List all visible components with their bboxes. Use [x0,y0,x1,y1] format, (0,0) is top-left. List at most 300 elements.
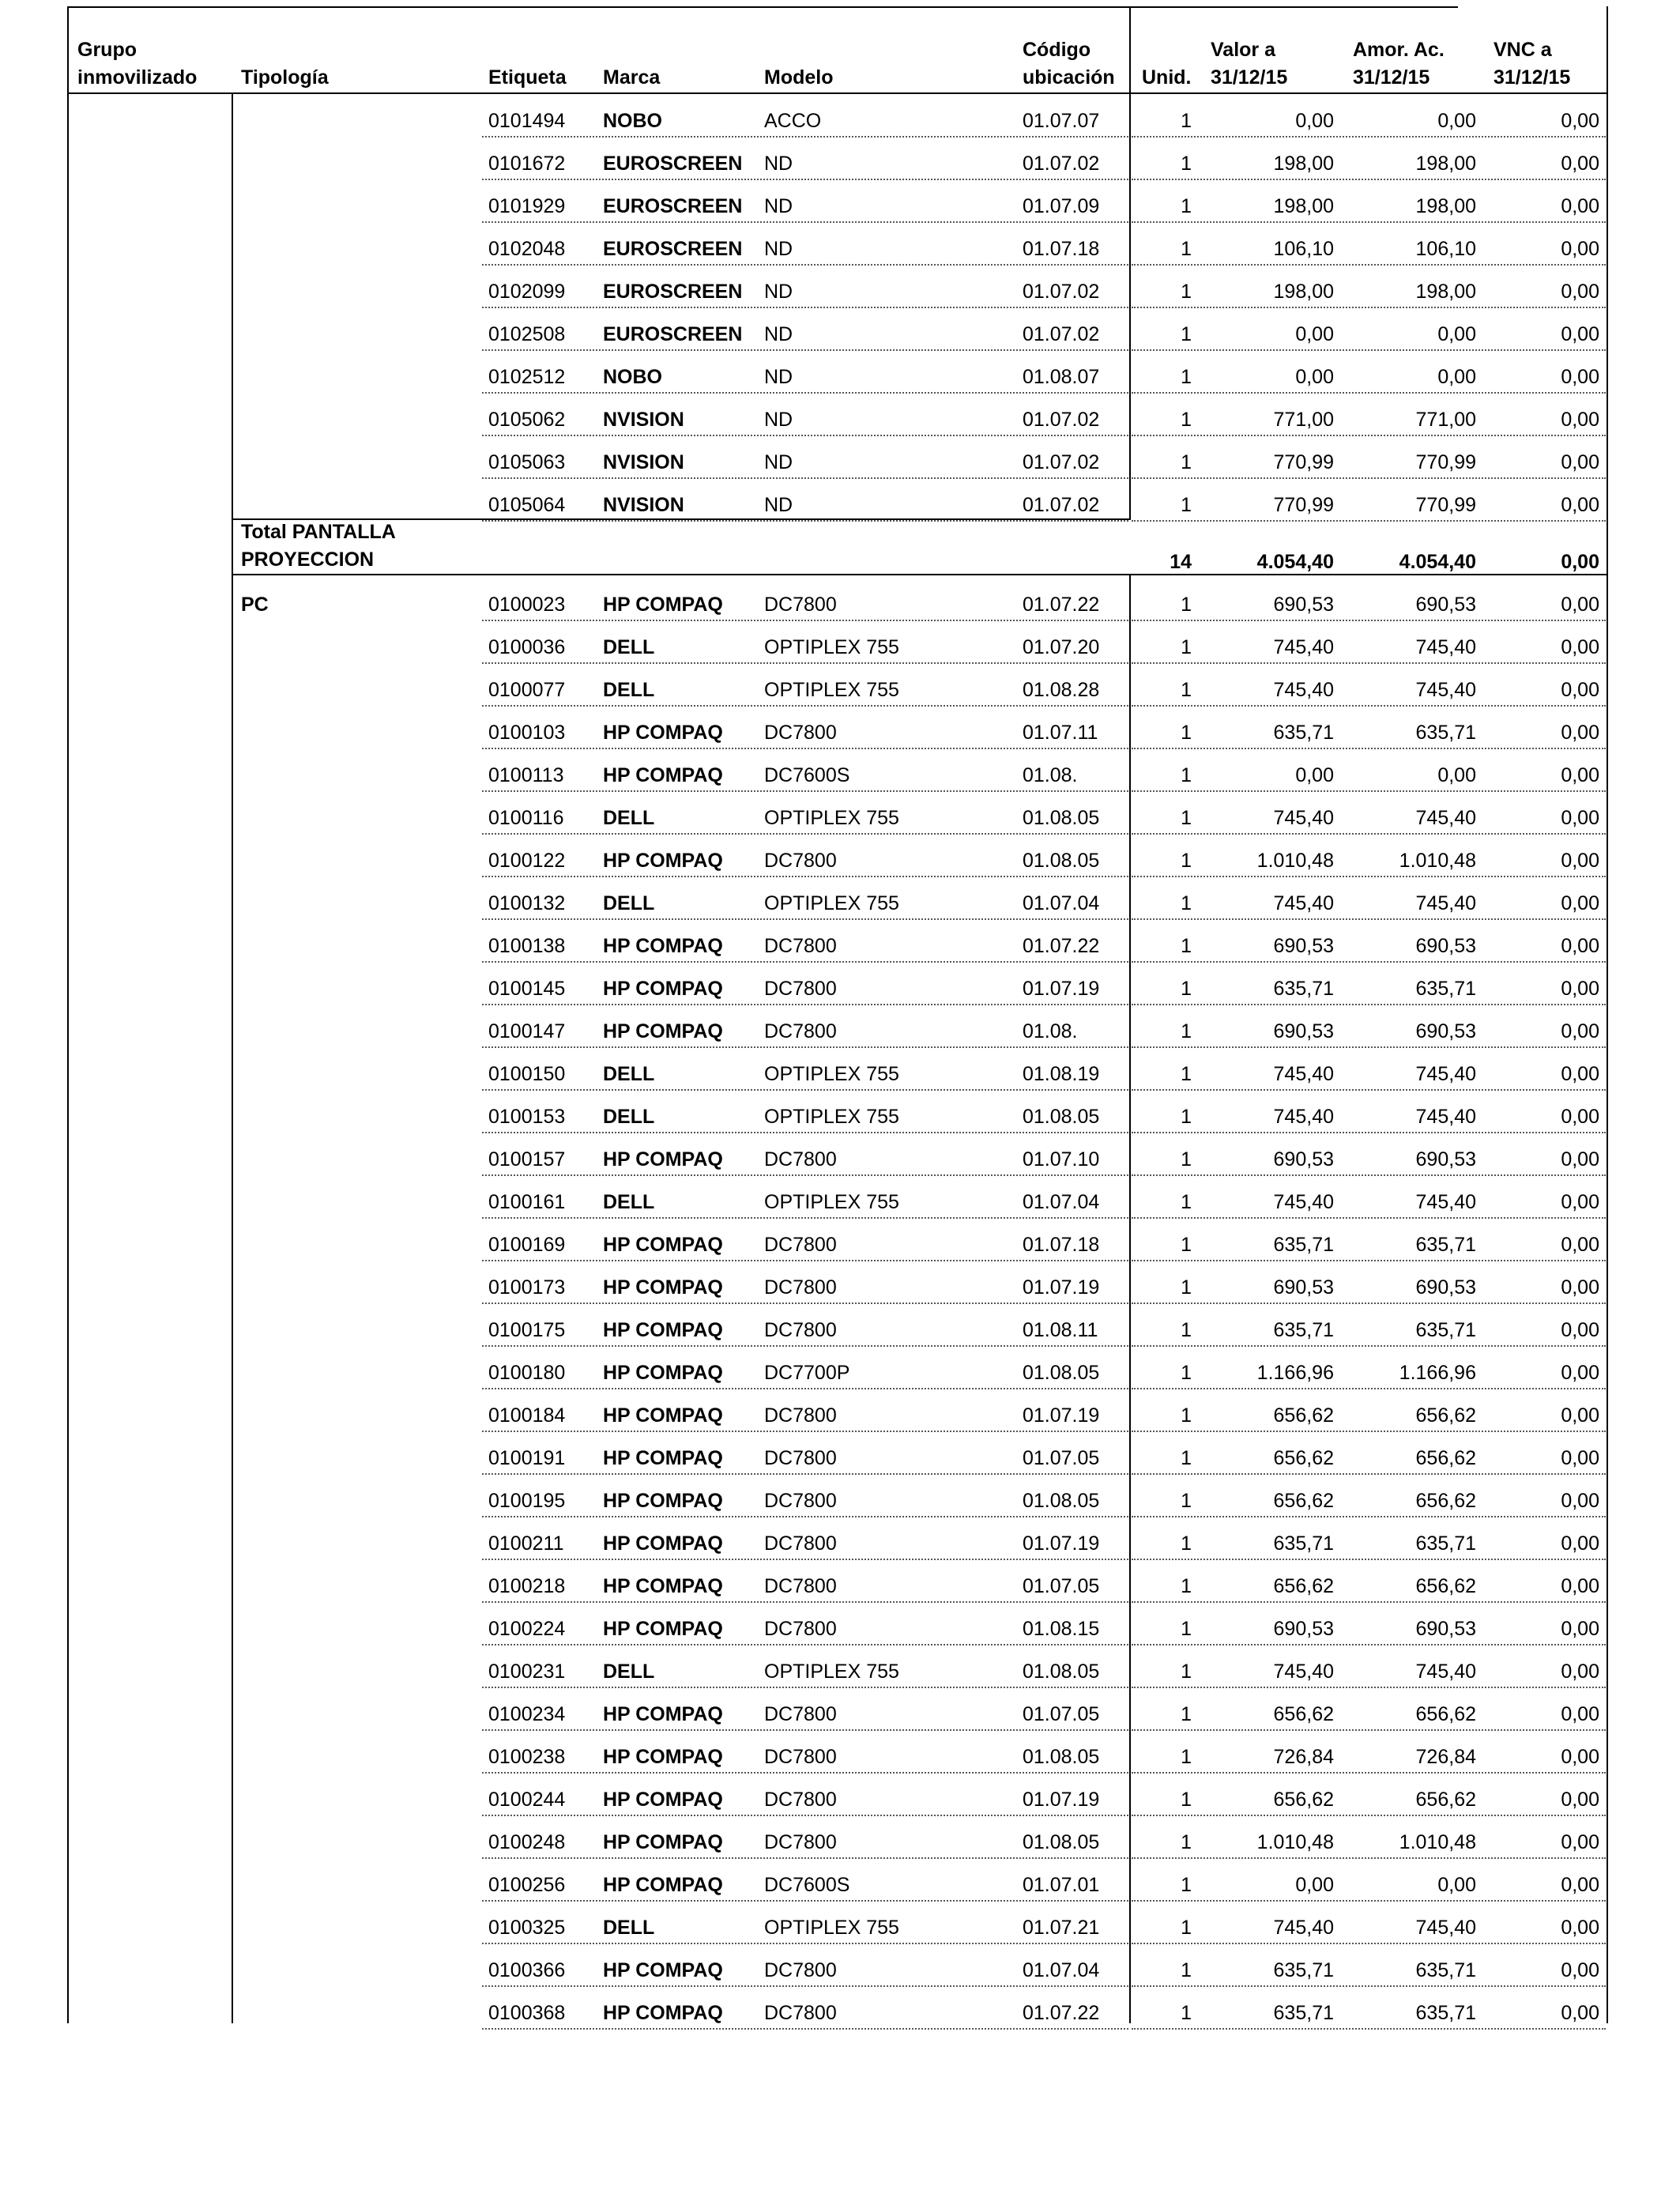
cell-marca: DELL [603,807,655,829]
total-valor: 4.054,40 [1256,551,1334,573]
row-dotted-rule [1132,1345,1606,1347]
cell-codigo: 01.08.19 [1023,1063,1100,1085]
cell-marca: EUROSCREEN [603,153,743,175]
cell-etiqueta: 0100184 [488,1404,566,1427]
cell-codigo: 01.07.22 [1023,2002,1100,2024]
cell-unid: 1 [1181,1789,1192,1811]
cell-etiqueta: 0100256 [488,1874,566,1896]
cell-vnc: 0,00 [1561,451,1599,473]
cell-amor: 690,53 [1415,594,1476,616]
cell-codigo: 01.07.02 [1023,494,1100,516]
cell-amor: 745,40 [1415,892,1476,914]
row-dotted-rule [1132,1943,1606,1944]
cell-amor: 0,00 [1437,1874,1476,1896]
row-dotted-rule [482,1644,1128,1646]
cell-marca: NOBO [603,110,662,132]
cell-codigo: 01.07.05 [1023,1703,1100,1725]
cell-etiqueta: 0100218 [488,1575,566,1597]
cell-marca: NVISION [603,494,684,516]
row-dotted-rule [1132,1857,1606,1859]
cell-modelo: DC7800 [764,594,837,616]
cell-codigo: 01.08.05 [1023,1490,1100,1512]
cell-vnc: 0,00 [1561,1874,1599,1896]
cell-etiqueta: 0100150 [488,1063,566,1085]
cell-unid: 1 [1181,1106,1192,1128]
cell-marca: HP COMPAQ [603,1789,723,1811]
cell-valor: 770,99 [1273,451,1334,473]
cell-marca: DELL [603,1191,655,1213]
cell-vnc: 0,00 [1561,1063,1599,1085]
cell-marca: EUROSCREEN [603,323,743,345]
row-dotted-rule [482,136,1128,138]
row-dotted-rule [482,1687,1128,1688]
row-dotted-rule [482,662,1128,664]
cell-modelo: DC7800 [764,1319,837,1341]
cell-unid: 1 [1181,238,1192,260]
cell-vnc: 0,00 [1561,935,1599,957]
cell-codigo: 01.07.21 [1023,1917,1100,1939]
cell-unid: 1 [1181,935,1192,957]
cell-etiqueta: 0105064 [488,494,566,516]
cell-vnc: 0,00 [1561,1789,1599,1811]
cell-amor: 635,71 [1415,1319,1476,1341]
cell-valor: 0,00 [1295,366,1334,388]
cell-marca: DELL [603,1106,655,1128]
cell-etiqueta: 0100366 [488,1959,566,1981]
row-dotted-rule [1132,620,1606,621]
cell-marca: DELL [603,636,655,658]
cell-modelo: DC7800 [764,1789,837,1811]
cell-etiqueta: 0100211 [488,1532,564,1555]
cell-marca: HP COMPAQ [603,1362,723,1384]
cell-marca: HP COMPAQ [603,850,723,872]
cell-marca: NVISION [603,409,684,431]
cell-unid: 1 [1181,1063,1192,1085]
top-border [67,6,1458,8]
cell-unid: 1 [1181,1874,1192,1896]
cell-marca: HP COMPAQ [603,1618,723,1640]
cell-modelo: DC7800 [764,2002,837,2024]
cell-modelo: OPTIPLEX 755 [764,892,899,914]
row-dotted-rule [482,876,1128,877]
cell-valor: 745,40 [1273,1191,1334,1213]
cell-amor: 656,62 [1415,1789,1476,1811]
cell-unid: 1 [1181,764,1192,786]
cell-amor: 635,71 [1415,2002,1476,2024]
cell-vnc: 0,00 [1561,1959,1599,1981]
unid-separator [1129,6,1131,520]
cell-amor: 690,53 [1415,1276,1476,1299]
cell-vnc: 0,00 [1561,2002,1599,2024]
cell-modelo: OPTIPLEX 755 [764,636,899,658]
cell-unid: 1 [1181,1490,1192,1512]
cell-modelo: OPTIPLEX 755 [764,1917,899,1939]
cell-marca: HP COMPAQ [603,1959,723,1981]
cell-unid: 1 [1181,1191,1192,1213]
cell-codigo: 01.08.05 [1023,1831,1100,1853]
row-dotted-rule [482,1431,1128,1432]
cell-unid: 1 [1181,1447,1192,1469]
cell-etiqueta: 0100173 [488,1276,566,1299]
row-dotted-rule [1132,264,1606,266]
cell-unid: 1 [1181,1831,1192,1853]
row-dotted-rule [1132,179,1606,180]
cell-unid: 1 [1181,1746,1192,1768]
row-dotted-rule [482,1516,1128,1517]
cell-modelo: DC7800 [764,1959,837,1981]
cell-codigo: 01.08.05 [1023,1362,1100,1384]
cell-modelo: DC7700P [764,1362,850,1384]
cell-valor: 1.010,48 [1256,850,1334,872]
cell-vnc: 0,00 [1561,409,1599,431]
row-dotted-rule [1132,1217,1606,1219]
cell-unid: 1 [1181,807,1192,829]
cell-modelo: DC7800 [764,1234,837,1256]
cell-valor: 745,40 [1273,1917,1334,1939]
cell-valor: 106,10 [1273,238,1334,260]
cell-unid: 1 [1181,892,1192,914]
cell-valor: 0,00 [1295,764,1334,786]
cell-codigo: 01.07.04 [1023,1959,1100,1981]
cell-codigo: 01.07.19 [1023,1532,1100,1555]
cell-modelo: ND [764,366,793,388]
cell-marca: DELL [603,1917,655,1939]
cell-vnc: 0,00 [1561,1661,1599,1683]
cell-amor: 656,62 [1415,1447,1476,1469]
cell-unid: 1 [1181,1020,1192,1042]
cell-etiqueta: 0101494 [488,110,566,132]
cell-etiqueta: 0100191 [488,1447,566,1469]
header-tipologia: Tipología [241,66,329,89]
cell-amor: 198,00 [1415,195,1476,217]
cell-codigo: 01.07.02 [1023,281,1100,303]
cell-modelo: DC7800 [764,722,837,744]
row-dotted-rule [482,1132,1128,1133]
cell-codigo: 01.07.11 [1023,722,1098,744]
cell-marca: DELL [603,892,655,914]
cell-vnc: 0,00 [1561,366,1599,388]
row-dotted-rule [482,705,1128,707]
cell-valor: 771,00 [1273,409,1334,431]
cell-unid: 1 [1181,594,1192,616]
row-dotted-rule [482,1089,1128,1091]
cell-valor: 745,40 [1273,636,1334,658]
cell-valor: 690,53 [1273,594,1334,616]
cell-valor: 656,62 [1273,1789,1334,1811]
row-dotted-rule [482,1900,1128,1902]
cell-unid: 1 [1181,1362,1192,1384]
cell-unid: 1 [1181,722,1192,744]
cell-amor: 690,53 [1415,935,1476,957]
cell-codigo: 01.07.22 [1023,594,1100,616]
row-dotted-rule [482,748,1128,749]
row-dotted-rule [1132,1985,1606,1987]
cell-amor: 635,71 [1415,978,1476,1000]
row-dotted-rule [1132,477,1606,479]
cell-valor: 690,53 [1273,1276,1334,1299]
cell-vnc: 0,00 [1561,494,1599,516]
row-dotted-rule [1132,705,1606,707]
cell-unid: 1 [1181,636,1192,658]
row-dotted-rule [482,1345,1128,1347]
cell-vnc: 0,00 [1561,1447,1599,1469]
cell-valor: 1.166,96 [1256,1362,1334,1384]
cell-codigo: 01.08.05 [1023,1661,1100,1683]
row-dotted-rule [1132,1431,1606,1432]
cell-unid: 1 [1181,323,1192,345]
row-dotted-rule [482,1601,1128,1603]
cell-valor: 726,84 [1273,1746,1334,1768]
cell-valor: 635,71 [1273,978,1334,1000]
cell-modelo: DC7800 [764,1703,837,1725]
cell-amor: 635,71 [1415,1234,1476,1256]
cell-codigo: 01.07.05 [1023,1447,1100,1469]
cell-amor: 198,00 [1415,281,1476,303]
cell-modelo: ND [764,451,793,473]
cell-vnc: 0,00 [1561,850,1599,872]
cell-codigo: 01.08.05 [1023,807,1100,829]
cell-unid: 1 [1181,1404,1192,1427]
cell-amor: 635,71 [1415,722,1476,744]
cell-marca: HP COMPAQ [603,935,723,957]
cell-modelo: OPTIPLEX 755 [764,679,899,701]
cell-etiqueta: 0102508 [488,323,566,345]
cell-marca: HP COMPAQ [603,1148,723,1171]
cell-modelo: DC7800 [764,1148,837,1171]
cell-modelo: DC7800 [764,1618,837,1640]
total-unid: 14 [1170,551,1192,573]
cell-etiqueta: 0100153 [488,1106,566,1128]
cell-amor: 1.166,96 [1399,1362,1476,1384]
cell-modelo: ND [764,409,793,431]
row-dotted-rule [1132,136,1606,138]
row-dotted-rule [1132,1644,1606,1646]
cell-modelo: ACCO [764,110,822,132]
cell-etiqueta: 0100147 [488,1020,566,1042]
cell-unid: 1 [1181,1575,1192,1597]
cell-marca: DELL [603,1063,655,1085]
header-bottom-border [67,92,1608,94]
cell-vnc: 0,00 [1561,1831,1599,1853]
cell-marca: HP COMPAQ [603,1703,723,1725]
cell-etiqueta: 0100224 [488,1618,566,1640]
cell-amor: 745,40 [1415,807,1476,829]
cell-etiqueta: 0100138 [488,935,566,957]
cell-etiqueta: 0100113 [488,764,564,786]
cell-valor: 0,00 [1295,110,1334,132]
row-dotted-rule [1132,1260,1606,1261]
row-dotted-rule [1132,221,1606,223]
cell-modelo: DC7800 [764,1020,837,1042]
row-dotted-rule [482,477,1128,479]
cell-modelo: DC7800 [764,1831,837,1853]
cell-codigo: 01.08.11 [1023,1319,1098,1341]
row-dotted-rule [482,520,1128,522]
cell-valor: 690,53 [1273,1618,1334,1640]
cell-amor: 1.010,48 [1399,1831,1476,1853]
cell-vnc: 0,00 [1561,1106,1599,1128]
cell-amor: 106,10 [1415,238,1476,260]
cell-codigo: 01.07.05 [1023,1575,1100,1597]
row-dotted-rule [482,179,1128,180]
row-dotted-rule [482,349,1128,351]
row-dotted-rule [482,307,1128,308]
header-grupo: Grupo inmovilizado [77,39,198,89]
cell-valor: 635,71 [1273,2002,1334,2024]
cell-marca: HP COMPAQ [603,1447,723,1469]
row-dotted-rule [482,1174,1128,1176]
row-dotted-rule [482,435,1128,436]
row-dotted-rule [1132,748,1606,749]
row-dotted-rule [482,1004,1128,1005]
cell-etiqueta: 0100036 [488,636,566,658]
cell-amor: 0,00 [1437,110,1476,132]
cell-codigo: 01.07.02 [1023,153,1100,175]
cell-vnc: 0,00 [1561,1234,1599,1256]
cell-codigo: 01.08. [1023,1020,1078,1042]
header-modelo: Modelo [764,66,834,89]
cell-etiqueta: 0100132 [488,892,566,914]
cell-valor: 656,62 [1273,1404,1334,1427]
cell-codigo: 01.07.02 [1023,409,1100,431]
cell-valor: 656,62 [1273,1703,1334,1725]
cell-marca: DELL [603,1661,655,1683]
total-amor: 4.054,40 [1399,551,1476,573]
cell-unid: 1 [1181,1148,1192,1171]
cell-modelo: OPTIPLEX 755 [764,1063,899,1085]
cell-valor: 635,71 [1273,1319,1334,1341]
cell-etiqueta: 0100169 [488,1234,566,1256]
cell-unid: 1 [1181,1959,1192,1981]
cell-amor: 745,40 [1415,1661,1476,1683]
cell-unid: 1 [1181,1234,1192,1256]
cell-codigo: 01.07.20 [1023,636,1100,658]
cell-vnc: 0,00 [1561,1148,1599,1171]
cell-etiqueta: 0105063 [488,451,566,473]
cell-vnc: 0,00 [1561,1020,1599,1042]
cell-amor: 745,40 [1415,1063,1476,1085]
cell-etiqueta: 0100248 [488,1831,566,1853]
row-dotted-rule [1132,1559,1606,1560]
cell-codigo: 01.08.05 [1023,1746,1100,1768]
cell-marca: NVISION [603,451,684,473]
cell-codigo: 01.07.02 [1023,323,1100,345]
cell-amor: 656,62 [1415,1703,1476,1725]
cell-unid: 1 [1181,494,1192,516]
cell-modelo: DC7800 [764,978,837,1000]
cell-vnc: 0,00 [1561,323,1599,345]
cell-valor: 656,62 [1273,1447,1334,1469]
cell-marca: NOBO [603,366,662,388]
cell-codigo: 01.07.09 [1023,195,1100,217]
cell-valor: 656,62 [1273,1490,1334,1512]
cell-amor: 656,62 [1415,1575,1476,1597]
header-codigo: Código ubicación [1023,39,1115,89]
cell-modelo: DC7600S [764,764,850,786]
row-dotted-rule [1132,520,1606,522]
cell-marca: HP COMPAQ [603,722,723,744]
cell-codigo: 01.08.15 [1023,1618,1100,1640]
cell-unid: 1 [1181,1319,1192,1341]
cell-etiqueta: 0100122 [488,850,566,872]
cell-vnc: 0,00 [1561,1746,1599,1768]
cell-vnc: 0,00 [1561,722,1599,744]
header-vnc: VNC a 31/12/15 [1494,39,1571,89]
tipologia-pc-label: PC [241,594,269,616]
cell-marca: HP COMPAQ [603,1020,723,1042]
cell-etiqueta: 0100157 [488,1148,566,1171]
cell-marca: EUROSCREEN [603,195,743,217]
cell-valor: 1.010,48 [1256,1831,1334,1853]
cell-valor: 745,40 [1273,1063,1334,1085]
cell-unid: 1 [1181,1276,1192,1299]
cell-valor: 770,99 [1273,494,1334,516]
cell-unid: 1 [1181,1532,1192,1555]
cell-marca: EUROSCREEN [603,238,743,260]
cell-unid: 1 [1181,409,1192,431]
cell-amor: 656,62 [1415,1404,1476,1427]
row-dotted-rule [1132,1302,1606,1304]
total-vnc: 0,00 [1561,551,1599,573]
row-dotted-rule [482,1857,1128,1859]
row-dotted-rule [1132,1132,1606,1133]
cell-modelo: DC7800 [764,850,837,872]
row-dotted-rule [1132,349,1606,351]
row-dotted-rule [482,1260,1128,1261]
cell-modelo: OPTIPLEX 755 [764,807,899,829]
row-dotted-rule [482,264,1128,266]
row-dotted-rule [1132,1900,1606,1902]
row-dotted-rule [1132,1046,1606,1048]
row-dotted-rule [482,961,1128,963]
cell-marca: HP COMPAQ [603,978,723,1000]
cell-unid: 1 [1181,2002,1192,2024]
cell-etiqueta: 0100180 [488,1362,566,1384]
row-dotted-rule [482,790,1128,792]
cell-vnc: 0,00 [1561,110,1599,132]
cell-vnc: 0,00 [1561,1319,1599,1341]
cell-modelo: DC7800 [764,1490,837,1512]
row-dotted-rule [1132,961,1606,963]
cell-amor: 770,99 [1415,451,1476,473]
cell-vnc: 0,00 [1561,1404,1599,1427]
row-dotted-rule [1132,307,1606,308]
row-dotted-rule [1132,918,1606,920]
cell-vnc: 0,00 [1561,1575,1599,1597]
cell-valor: 0,00 [1295,1874,1334,1896]
cell-etiqueta: 0100195 [488,1490,566,1512]
cell-modelo: DC7600S [764,1874,850,1896]
cell-amor: 771,00 [1415,409,1476,431]
cell-amor: 635,71 [1415,1532,1476,1555]
row-dotted-rule [482,1815,1128,1816]
cell-codigo: 01.07.04 [1023,1191,1100,1213]
row-dotted-rule [482,1943,1128,1944]
cell-modelo: DC7800 [764,1575,837,1597]
cell-vnc: 0,00 [1561,892,1599,914]
cell-modelo: ND [764,323,793,345]
cell-valor: 0,00 [1295,323,1334,345]
row-dotted-rule [1132,1687,1606,1688]
cell-marca: HP COMPAQ [603,1490,723,1512]
row-dotted-rule [482,221,1128,223]
cell-etiqueta: 0100231 [488,1661,566,1683]
cell-codigo: 01.07.22 [1023,935,1100,957]
cell-amor: 198,00 [1415,153,1476,175]
row-dotted-rule [482,392,1128,394]
cell-amor: 1.010,48 [1399,850,1476,872]
cell-valor: 745,40 [1273,807,1334,829]
